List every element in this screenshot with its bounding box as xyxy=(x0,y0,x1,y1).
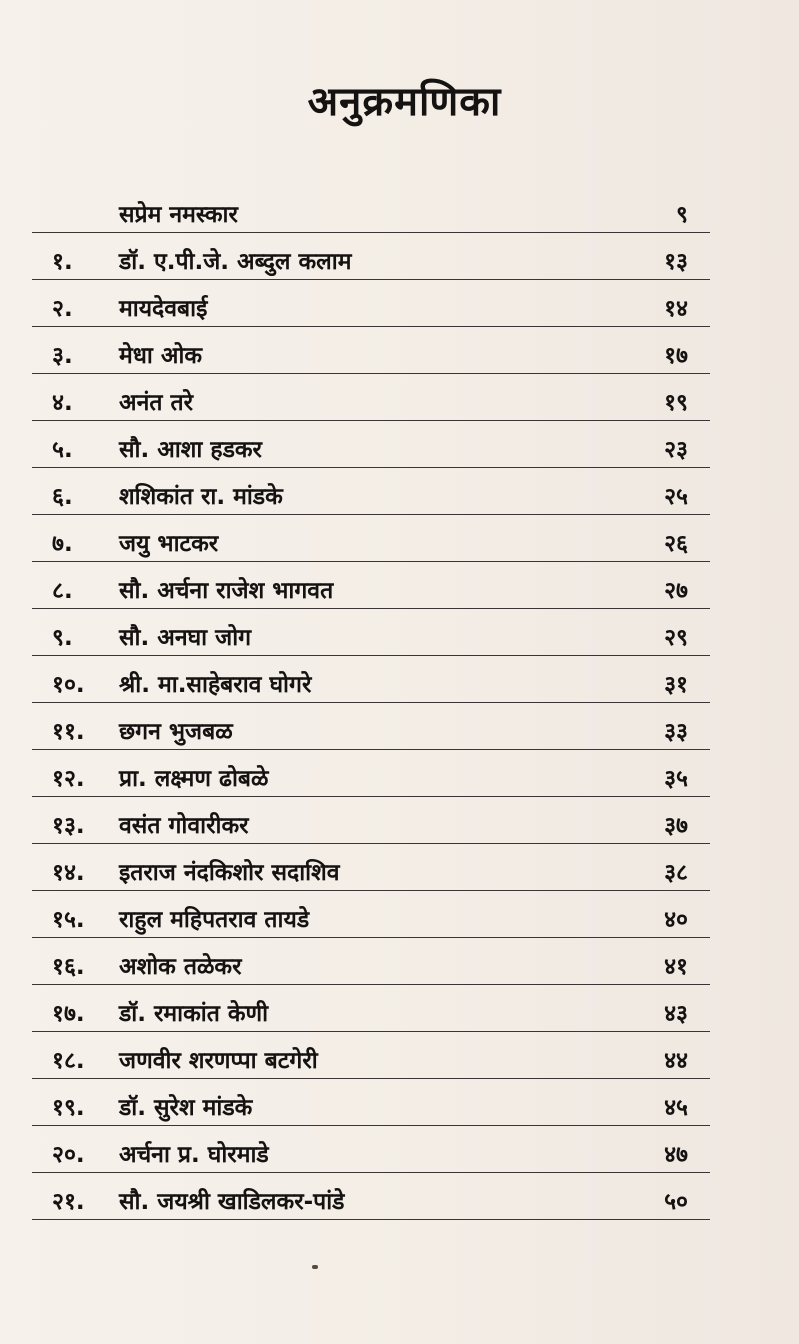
entry-page: ४० xyxy=(664,907,688,933)
toc-row xyxy=(32,421,710,468)
entry-name: मायदेवबाई xyxy=(119,296,208,322)
page-title: अनुक्रमणिका xyxy=(307,79,502,125)
toc-row xyxy=(32,515,710,562)
entry-page: ३७ xyxy=(664,813,688,839)
entry-page: १४ xyxy=(664,296,688,322)
entry-name: सौ. जयश्री खाडिलकर-पांडे xyxy=(119,1189,345,1215)
toc-row xyxy=(32,703,710,750)
entry-number: ५. xyxy=(52,437,73,463)
entry-number: १४. xyxy=(52,860,85,886)
toc-row xyxy=(32,750,710,797)
toc-row xyxy=(32,468,710,515)
entry-page: २९ xyxy=(664,625,688,651)
entry-name: सौ. आशा हडकर xyxy=(119,437,262,463)
entry-number: ३. xyxy=(52,343,73,369)
toc-row xyxy=(32,797,710,844)
toc-row xyxy=(32,1032,710,1079)
entry-page: ९ xyxy=(676,202,688,228)
entry-name: सौ. अर्चना राजेश भागवत xyxy=(119,578,334,604)
toc-row xyxy=(32,844,710,891)
entry-number: १५. xyxy=(52,907,85,933)
entry-number: १६. xyxy=(52,954,85,980)
entry-name: छगन भुजबळ xyxy=(119,719,233,745)
entry-name: डॉ. रमाकांत केणी xyxy=(119,1001,269,1027)
entry-page: ४४ xyxy=(664,1048,688,1074)
entry-number: ९. xyxy=(52,625,73,651)
entry-number: २. xyxy=(52,296,73,322)
entry-name: अनंत तरे xyxy=(119,390,193,416)
entry-page: ३८ xyxy=(664,860,688,886)
entry-page: २५ xyxy=(664,484,688,510)
entry-number: ७. xyxy=(52,531,73,557)
entry-page: २६ xyxy=(664,531,688,557)
toc-row xyxy=(32,609,710,656)
entry-number: १७. xyxy=(52,1001,85,1027)
entry-number: २१. xyxy=(52,1189,85,1215)
toc-row xyxy=(32,985,710,1032)
entry-name: प्रा. लक्ष्मण ढोबळे xyxy=(119,766,269,792)
entry-page: ४५ xyxy=(664,1095,688,1121)
toc-row xyxy=(32,327,710,374)
toc-row xyxy=(32,233,710,280)
entry-name: अर्चना प्र. घोरमाडे xyxy=(119,1142,269,1168)
entry-number: १३. xyxy=(52,813,85,839)
table-of-contents xyxy=(32,186,710,1220)
entry-number: १. xyxy=(52,249,73,275)
entry-number: १९. xyxy=(52,1095,85,1121)
entry-page: ४७ xyxy=(664,1142,688,1168)
entry-page: २३ xyxy=(664,437,688,463)
entry-page: १९ xyxy=(664,390,688,416)
entry-page: ३३ xyxy=(664,719,688,745)
entry-number: १२. xyxy=(52,766,85,792)
toc-row xyxy=(32,1173,710,1220)
entry-page: १७ xyxy=(664,343,688,369)
entry-name: वसंत गोवारीकर xyxy=(119,813,249,839)
entry-number: ६. xyxy=(52,484,73,510)
entry-number: १०. xyxy=(52,672,85,698)
toc-row xyxy=(32,186,710,233)
entry-number: ४. xyxy=(52,390,73,416)
toc-row xyxy=(32,656,710,703)
entry-name: डॉ. सुरेश मांडके xyxy=(119,1095,253,1121)
entry-number: ८. xyxy=(52,578,73,604)
toc-row xyxy=(32,562,710,609)
toc-row xyxy=(32,1126,710,1173)
entry-name: श्री. मा.साहेबराव घोगरे xyxy=(119,672,312,698)
entry-number: ११. xyxy=(52,719,85,745)
entry-page: ३५ xyxy=(664,766,688,792)
entry-page: १३ xyxy=(664,249,688,275)
entry-page: ३१ xyxy=(664,672,688,698)
entry-name: शशिकांत रा. मांडके xyxy=(119,484,283,510)
entry-name: राहुल महिपतराव तायडे xyxy=(119,907,310,933)
entry-page: २७ xyxy=(664,578,688,604)
entry-name: इतराज नंदकिशोर सदाशिव xyxy=(119,860,340,886)
entry-name: जयु भाटकर xyxy=(119,531,219,557)
toc-row xyxy=(32,938,710,985)
entry-name: अशोक तळेकर xyxy=(119,954,242,980)
entry-name: सौ. अनघा जोग xyxy=(119,625,252,651)
entry-page: ४३ xyxy=(664,1001,688,1027)
entry-name: सप्रेम नमस्कार xyxy=(119,202,238,228)
toc-row xyxy=(32,891,710,938)
toc-row xyxy=(32,1079,710,1126)
entry-number: १८. xyxy=(52,1048,85,1074)
entry-page: ५० xyxy=(664,1189,688,1215)
entry-number: २०. xyxy=(52,1142,85,1168)
entry-name: जणवीर शरणप्पा बटगेरी xyxy=(119,1048,318,1074)
toc-row xyxy=(32,374,710,421)
entry-page: ४१ xyxy=(664,954,688,980)
entry-name: डॉ. ए.पी.जे. अब्दुल कलाम xyxy=(119,249,352,275)
toc-row xyxy=(32,280,710,327)
entry-name: मेधा ओक xyxy=(119,343,203,369)
ink-speck xyxy=(312,1265,318,1269)
